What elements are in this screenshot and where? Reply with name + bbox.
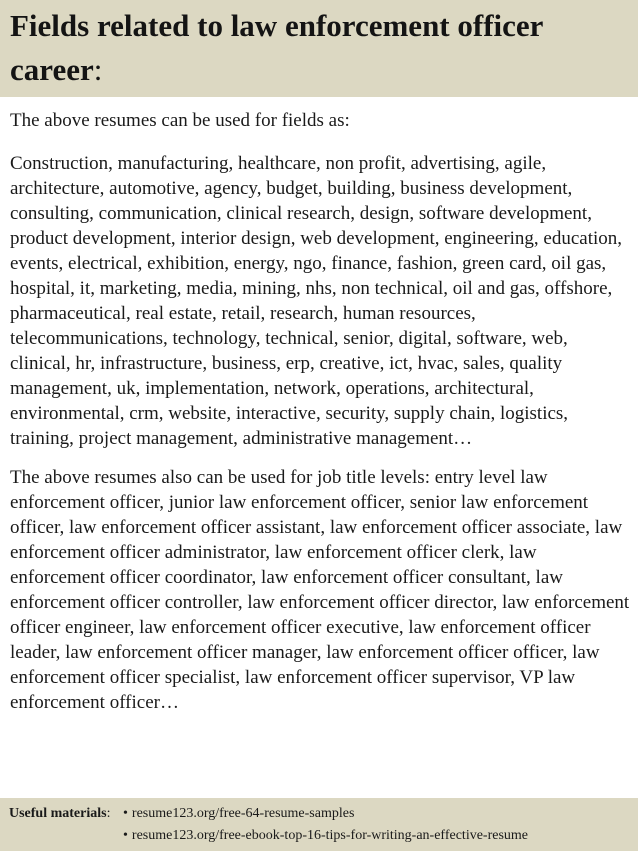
- useful-materials-label-colon: :: [106, 806, 111, 821]
- main-content: [10, 108, 632, 715]
- ebook-tips-link[interactable]: resume123.org/free-ebook-top-16-tips-for-writing-an-effective-resume: [131, 828, 529, 843]
- footer-band: [0, 798, 638, 851]
- job-levels-text: The above resumes also can be used for job title levels: entry level law enforcement officer, junior law enforcement officer, senior law enforcement officer, law enforcement officer assistant, law enforcement officer associate, law enforcement officer administrator, law enforcement officer clerk, law enforcement officer coordinator, law enforcement officer consultant, law enforcement officer controller, law enforcement officer director, law enforcement officer engineer, law enforcement officer executive, law enforcement officer leader, law enforcement officer manager, law enforcement officer officer, law enforcement officer specialist, law enforcement officer supervisor, VP law enforcement officer…: [10, 467, 630, 713]
- bullet-icon: •: [123, 806, 128, 821]
- page-title: [10, 4, 630, 92]
- fields-list-text: Construction, manufacturing, healthcare, non profit, advertising, agile, architecture, automotive, agency, budget, building, business development, consulting, communication, clinical research, design, software development, product development, interior design, web development, engineering, education, events, electrical, exhibition, energy, ngo, finance, fashion, green card, oil gas, hospital, it, marketing, media, mining, nhs, non technical, oil and gas, offshore, pharmaceutical, real estate, retail, research, human resources, telecommunications, technology, technical, senior, digital, software, web, clinical, hr, infrastructure, business, erp, creative, ict, hvac, sales, quality management, uk, implementation, network, operations, architectural, environmental, crm, website, interactive, security, supply chain, logistics, training, project management, administrative management…: [10, 153, 623, 449]
- useful-materials-item: [123, 827, 528, 849]
- bullet-icon: •: [123, 828, 128, 843]
- resume-samples-link[interactable]: resume123.org/free-64-resume-samples: [131, 806, 355, 821]
- page-title-main: Fields related to law enforcement officer career: [10, 8, 543, 87]
- page-title-colon: :: [93, 52, 103, 87]
- useful-materials-label: [9, 805, 110, 823]
- title-band: [0, 0, 638, 97]
- useful-materials-list: [123, 805, 528, 849]
- useful-materials-label-text: Useful materials: [9, 806, 107, 821]
- intro-text: The above resumes can be used for fields as:: [10, 110, 350, 131]
- useful-materials-item: [123, 805, 528, 827]
